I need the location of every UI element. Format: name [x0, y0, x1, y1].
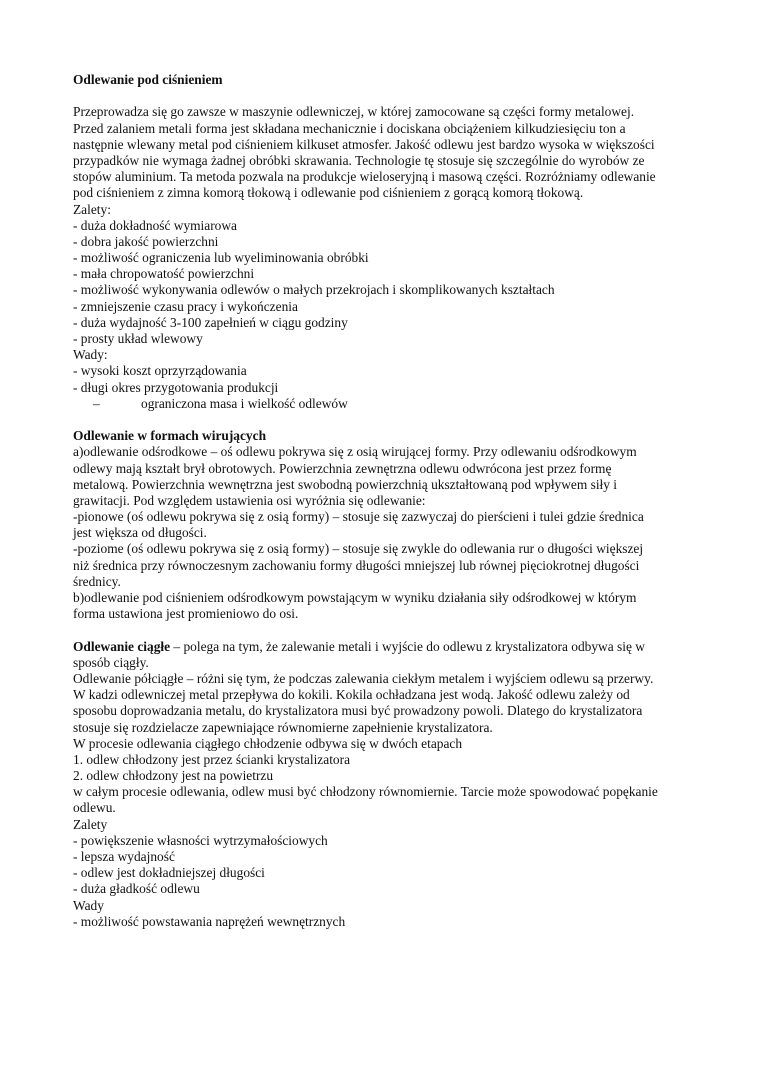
section-title-centrifugal-casting: Odlewanie w formach wirujących	[73, 428, 267, 444]
section-heading-line-continuous-casting	[73, 639, 693, 655]
spacer	[73, 622, 693, 638]
text-line: odlewu.	[73, 800, 116, 816]
section-body-continuous-casting	[73, 655, 693, 930]
dash-bullet: –	[93, 395, 100, 411]
text-line: -poziome (oś odlewu pokrywa się z osią formy) – stosuje się zwykle do odlewania rur o długości większej	[73, 541, 644, 557]
text-line: jest większa od długości.	[73, 525, 207, 541]
text-line: - możliwość powstawania naprężeń wewnętrznych	[73, 913, 346, 929]
text-line: Zalety	[73, 816, 108, 832]
text-line: - lepsza wydajność	[73, 849, 175, 864]
text-line: b)odlewanie pod ciśnieniem odśrodkowym powstającym w wyniku działania siły odśrodkowej w którym	[73, 590, 637, 605]
text-line: Odlewanie półciągłe – różni się tym, że podczas zalewania ciekłym metalem i wyjściem odlewu są przerwy.	[73, 670, 654, 686]
spacer	[73, 88, 693, 104]
text-line: pod ciśnieniem z zimna komorą tłokową i odlewanie pod ciśnieniem z gorącą komorą tłokową.	[73, 185, 584, 201]
text-line: - odlew jest dokładniejszej długości	[73, 865, 265, 881]
text-line: - powiększenie własności wytrzymałościowych	[73, 832, 328, 848]
text-line: - możliwość wykonywania odlewów o małych przekrojach i skomplikowanych kształtach	[73, 282, 555, 298]
text-line: - duża gładkość odlewu	[73, 881, 200, 897]
text-line: metalową. Powierzchnia wewnętrzna jest swobodną powierzchnią ukształtowaną pod wpływem siły i	[73, 476, 618, 492]
document-page	[73, 72, 693, 930]
section-title-pressure-casting: Odlewanie pod ciśnieniem	[73, 72, 223, 87]
spacer	[73, 412, 693, 428]
text-line: - możliwość ograniczenia lub wyeliminowania obróbki	[73, 250, 369, 266]
text-line: Zalety:	[73, 201, 111, 217]
text-line: W kadzi odlewniczej metal przepływa do kokili. Kokila ochładzana jest wodą. Jakość odlewu zależy od	[73, 687, 630, 703]
section-body-centrifugal-casting	[73, 444, 693, 622]
text-line: przypadków nie wymaga żadnej obróbki skrawania. Technologie tę stosuje się szczególnie do wyrobów ze	[73, 152, 645, 168]
text-line: - zmniejszenie czasu pracy i wykończenia	[73, 298, 298, 314]
text-line: 2. odlew chłodzony jest na powietrzu	[73, 768, 274, 784]
section-body-pressure-casting	[73, 104, 693, 395]
text-line: następnie wlewany metal pod ciśnieniem kilkuset atmosfer. Jakość odlewu jest bardzo wysoka w większości	[73, 136, 655, 152]
text-line: Przed zalaniem metali forma jest składana mechanicznie i dociskana obciążeniem kilkudziesięciu ton a	[73, 120, 626, 136]
text-line: - duża dokładność wymiarowa	[73, 217, 237, 233]
section-title-continuous-casting: Odlewanie ciągłe	[73, 638, 171, 654]
text-line: Wady	[73, 897, 104, 913]
text-line: niż średnica przy równoczesnym zachowaniu formy długości mniejszej lub równej pięciokrotnej długości	[73, 557, 640, 573]
text-line: - prosty układ wlewowy	[73, 331, 203, 346]
text-line: - wysoki koszt oprzyrządowania	[73, 363, 247, 379]
text-line: W procesie odlewania ciągłego chłodzenie odbywa się w dwóch etapach	[73, 735, 463, 751]
text-line: forma ustawiona jest promieniowo do osi.	[73, 606, 299, 622]
text-line: stopów aluminium. Ta metoda pozwala na produkcje wieloseryjną i masową części. Rozróżniamy odlewanie	[73, 169, 656, 185]
text-line: sposobu doprowadzania metalu, do krystalizatora musi być prowadzony powoli. Dlatego do krystalizatora	[73, 703, 643, 719]
bullet-item	[73, 396, 693, 412]
text-line: Przeprowadza się go zawsze w maszynie odlewniczej, w której zamocowane są części formy metalowej.	[73, 104, 635, 120]
text-line: stosuje się rozdzielacze zapewniające równomierne zapełnienie krystalizatora.	[73, 719, 493, 735]
text-line: - duża wydajność 3-100 zapełnień w ciągu godziny	[73, 314, 348, 330]
text-line: - długi okres przygotowania produkcji	[73, 379, 279, 395]
text-line: średnicy.	[73, 573, 121, 589]
text-line: - dobra jakość powierzchni	[73, 233, 219, 249]
text-line: grawitacji. Pod względem ustawienia osi wyróżnia się odlewanie:	[73, 492, 426, 508]
section-title-continuation: – polega na tym, że zalewanie metali i wyjście do odlewu z krystalizatora odbywa się w	[170, 638, 645, 654]
text-line: w całym procesie odlewania, odlew musi być chłodzony równomiernie. Tarcie może spowodować popękanie	[73, 784, 658, 800]
bullet-text: ograniczona masa i wielkość odlewów	[141, 395, 348, 411]
text-line: - mała chropowatość powierzchni	[73, 266, 255, 282]
text-line: -pionowe (oś odlewu pokrywa się z osią formy) – stosuje się zazwyczaj do pierścieni i tulei gdzie średnica	[73, 509, 644, 525]
text-line: Wady:	[73, 347, 108, 363]
text-line: a)odlewanie odśrodkowe – oś odlewu pokrywa się z osią wirującej formy. Przy odlewaniu odśrodkowym	[73, 444, 637, 460]
text-line: 1. odlew chłodzony jest przez ścianki krystalizatora	[73, 751, 351, 767]
text-line: odlewy mają kształt brył obrotowych. Powierzchnia zewnętrzna odlewu odwrócona jest przez formę	[73, 460, 612, 476]
text-line: sposób ciągły.	[73, 654, 149, 670]
